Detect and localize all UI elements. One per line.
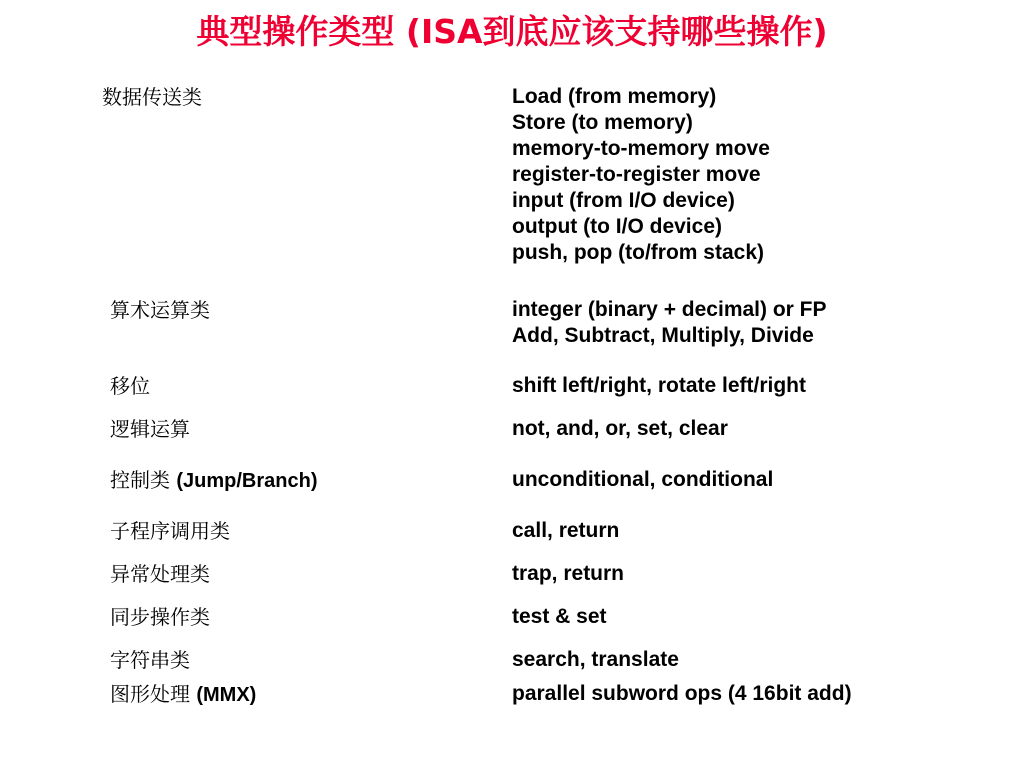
operation-item: output (to I/O device): [512, 215, 722, 238]
category-name: 算术运算类: [110, 298, 210, 322]
operation-list: [512, 297, 827, 349]
operation-item: trap, return: [512, 562, 625, 585]
operation-item: not, and, or, set, clear: [512, 417, 728, 440]
operation-item: test & set: [512, 605, 607, 628]
category-name: 子程序调用类: [110, 519, 230, 543]
category-label: [110, 647, 190, 673]
operation-item: memory-to-memory move: [512, 137, 770, 160]
operation-item: search, translate: [512, 648, 679, 671]
operation-item: shift left/right, rotate left/right: [512, 374, 806, 397]
category-name: 数据传送类: [102, 85, 202, 109]
category-name: 图形处理: [110, 682, 190, 706]
category-name: 字符串类: [110, 648, 190, 672]
category-name: 异常处理类: [110, 562, 210, 586]
category-label: [110, 297, 210, 323]
slide-title: 典型操作类型 (ISA到底应该支持哪些操作): [196, 12, 828, 51]
operation-list: [512, 604, 607, 630]
operation-list: [512, 373, 806, 399]
operation-item: unconditional, conditional: [512, 468, 774, 491]
category-name: 同步操作类: [110, 605, 210, 629]
category-label: [102, 84, 202, 110]
category-label: [110, 467, 317, 494]
operation-list: [512, 467, 773, 493]
operation-list: [512, 84, 770, 266]
operation-item: input (from I/O device): [512, 189, 735, 212]
operation-list: [512, 681, 852, 707]
operation-item: integer (binary + decimal) or FP: [512, 298, 827, 321]
operation-list: [512, 647, 679, 673]
operation-item: register-to-register move: [512, 163, 761, 186]
category-label: [110, 518, 230, 544]
category-label: [110, 416, 190, 442]
category-suffix: (MMX): [196, 684, 257, 706]
operation-item: Load (from memory): [512, 85, 717, 108]
operation-list: [512, 561, 624, 587]
category-name: 控制类: [110, 468, 170, 492]
category-label: [110, 373, 150, 399]
category-suffix: (Jump/Branch): [176, 470, 318, 492]
operation-item: call, return: [512, 519, 620, 542]
operation-list: [512, 416, 728, 442]
category-name: 移位: [110, 374, 150, 398]
operation-list: [512, 518, 619, 544]
operation-item: parallel subword ops (4 16bit add): [512, 682, 852, 705]
operation-item: Add, Subtract, Multiply, Divide: [512, 324, 814, 347]
category-label: [110, 604, 210, 630]
operation-item: push, pop (to/from stack): [512, 241, 764, 264]
operation-item: Store (to memory): [512, 111, 693, 134]
category-label: [110, 561, 210, 587]
category-label: [110, 681, 256, 708]
category-name: 逻辑运算: [110, 417, 190, 441]
